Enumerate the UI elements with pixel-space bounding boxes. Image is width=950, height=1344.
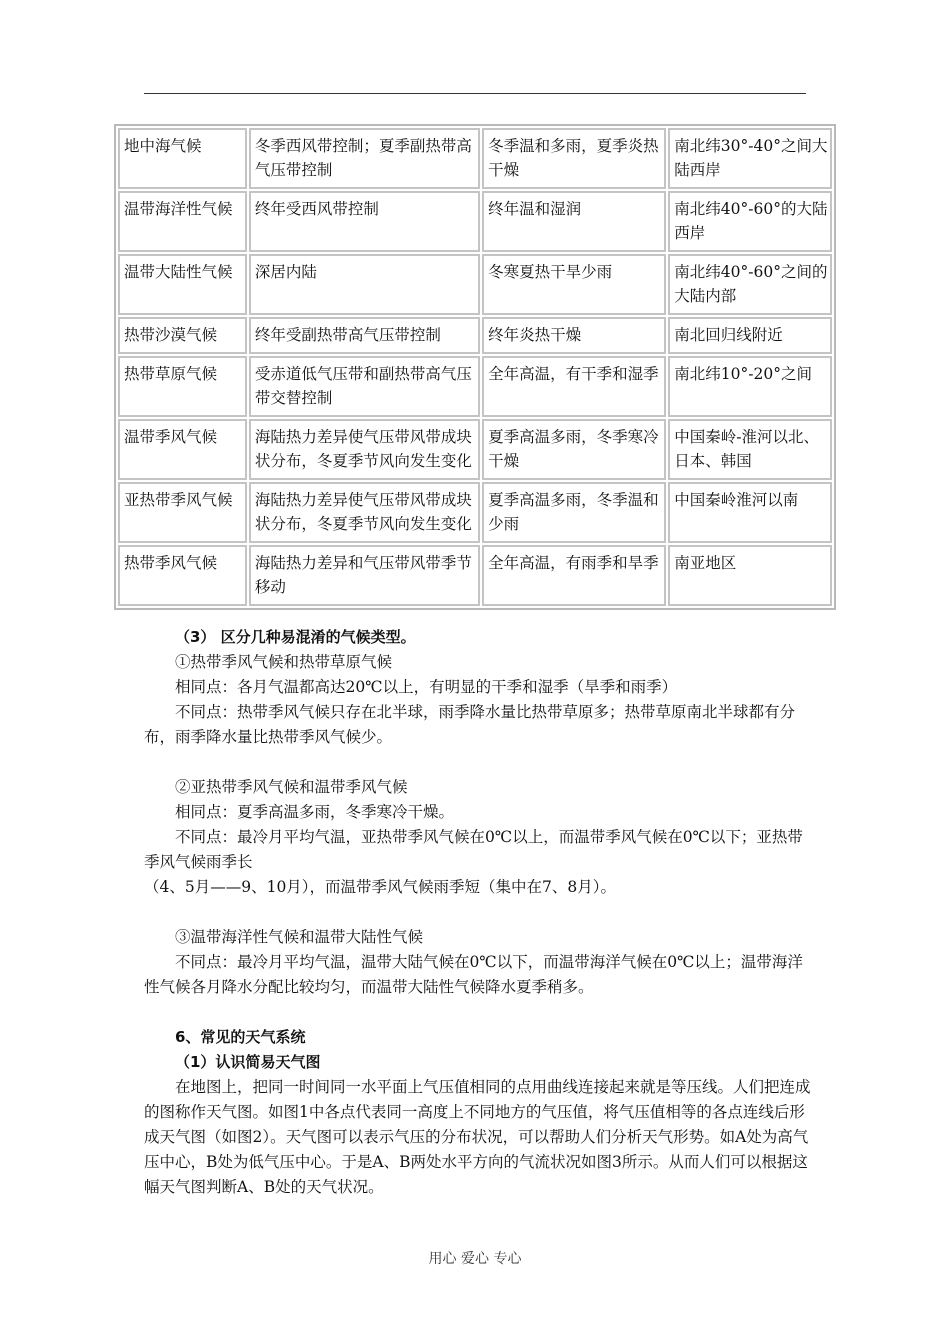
table-cell: 海陆热力差异和气压带风带季节移动	[249, 545, 480, 606]
table-cell: 海陆热力差异使气压带风带成块状分布，冬夏季节风向发生变化	[249, 482, 480, 543]
table-cell: 全年高温，有雨季和旱季	[482, 545, 666, 606]
table-row	[118, 128, 832, 189]
table-cell: 受赤道低气压带和副热带高气压带交替控制	[249, 356, 480, 417]
pair1-title: ①热带季风气候和热带草原气候	[175, 653, 393, 671]
pair2-diff: 不同点：最冷月平均气温，亚热带季风气候在0℃以上，而温带季风气候在0℃以下；亚热带季风气候雨季长	[144, 828, 803, 871]
table-cell: 南北回归线附近	[668, 317, 832, 354]
table-cell: 冬季西风带控制；夏季副热带高气压带控制	[249, 128, 480, 189]
section6-paragraph: 在地图上，把同一时间同一水平面上气压值相同的点用曲线连接起来就是等压线。人们把连成的图称作天气图。如图1中各点代表同一高度上不同地方的气压值，将气压值相等的各点连线后形成天气图（如图2）。天气图可以表示气压的分布状况，可以帮助人们分析天气形势。如A处为高气压中心，B处为低气压中心。于是A、B两处水平方向的气流状况如图3所示。从而人们可以根据这幅天气图判断A、B处的天气状况。	[144, 1078, 811, 1196]
table-cell: 夏季高温多雨，冬季温和少雨	[482, 482, 666, 543]
climate-table	[114, 124, 836, 610]
table-cell: 热带草原气候	[118, 356, 247, 417]
pair3-title: ③温带海洋性气候和温带大陆性气候	[175, 928, 424, 946]
table-cell: 温带海洋性气候	[118, 191, 247, 252]
page-footer: 用心 爱心 专心	[428, 1251, 522, 1267]
table-cell: 南北纬40°-60°的大陆西岸	[668, 191, 832, 252]
table-cell: 终年温和湿润	[482, 191, 666, 252]
table-cell: 终年受西风带控制	[249, 191, 480, 252]
table-cell: 南北纬30°-40°之间大陆西岸	[668, 128, 832, 189]
table-cell: 亚热带季风气候	[118, 482, 247, 543]
table-cell: 热带沙漠气候	[118, 317, 247, 354]
table-row	[118, 419, 832, 480]
table-cell: 温带季风气候	[118, 419, 247, 480]
section3-heading: （3） 区分几种易混淆的气候类型。	[175, 628, 416, 646]
pair3-diff: 不同点：最冷月平均气温，温带大陆气候在0℃以下，而温带海洋气候在0℃以上；温带海洋性气候各月降水分配比较均匀，而温带大陆性气候降水夏季稍多。	[144, 953, 803, 996]
table-cell: 夏季高温多雨，冬季寒冷干燥	[482, 419, 666, 480]
table-cell: 深居内陆	[249, 254, 480, 315]
section6-heading: 6、常见的天气系统	[175, 1028, 306, 1046]
table-row	[118, 317, 832, 354]
table-cell: 中国秦岭淮河以南	[668, 482, 832, 543]
table-cell: 海陆热力差异使气压带风带成块状分布，冬夏季节风向发生变化	[249, 419, 480, 480]
main-text	[144, 625, 812, 1200]
table-cell: 终年炎热干燥	[482, 317, 666, 354]
table-row	[118, 191, 832, 252]
table-cell: 全年高温，有干季和湿季	[482, 356, 666, 417]
pair1-same: 相同点：各月气温都高达20℃以上，有明显的干季和湿季（旱季和雨季）	[175, 678, 678, 696]
table-row	[118, 254, 832, 315]
table-cell: 终年受副热带高气压带控制	[249, 317, 480, 354]
pair2-diff-cont: （4、5月——9、10月），而温带季风气候雨季短（集中在7、8月）。	[144, 878, 617, 896]
table-cell: 南亚地区	[668, 545, 832, 606]
table-cell: 冬季温和多雨，夏季炎热干燥	[482, 128, 666, 189]
table-row	[118, 545, 832, 606]
table-cell: 冬寒夏热干旱少雨	[482, 254, 666, 315]
table-cell: 南北纬10°-20°之间	[668, 356, 832, 417]
table-row	[118, 482, 832, 543]
section6-subheading: （1）认识简易天气图	[175, 1053, 321, 1071]
header-rule	[144, 93, 806, 94]
table-cell: 南北纬40°-60°之间的大陆内部	[668, 254, 832, 315]
table-cell: 中国秦岭-淮河以北、日本、韩国	[668, 419, 832, 480]
table-row	[118, 356, 832, 417]
climate-table-body	[118, 128, 832, 606]
table-cell: 地中海气候	[118, 128, 247, 189]
table-cell: 热带季风气候	[118, 545, 247, 606]
pair2-same: 相同点：夏季高温多雨，冬季寒冷干燥。	[175, 803, 455, 821]
table-cell: 温带大陆性气候	[118, 254, 247, 315]
pair1-diff: 不同点：热带季风气候只存在北半球，雨季降水量比热带草原多；热带草原南北半球都有分布，雨季降水量比热带季风气候少。	[144, 703, 796, 746]
pair2-title: ②亚热带季风气候和温带季风气候	[175, 778, 408, 796]
